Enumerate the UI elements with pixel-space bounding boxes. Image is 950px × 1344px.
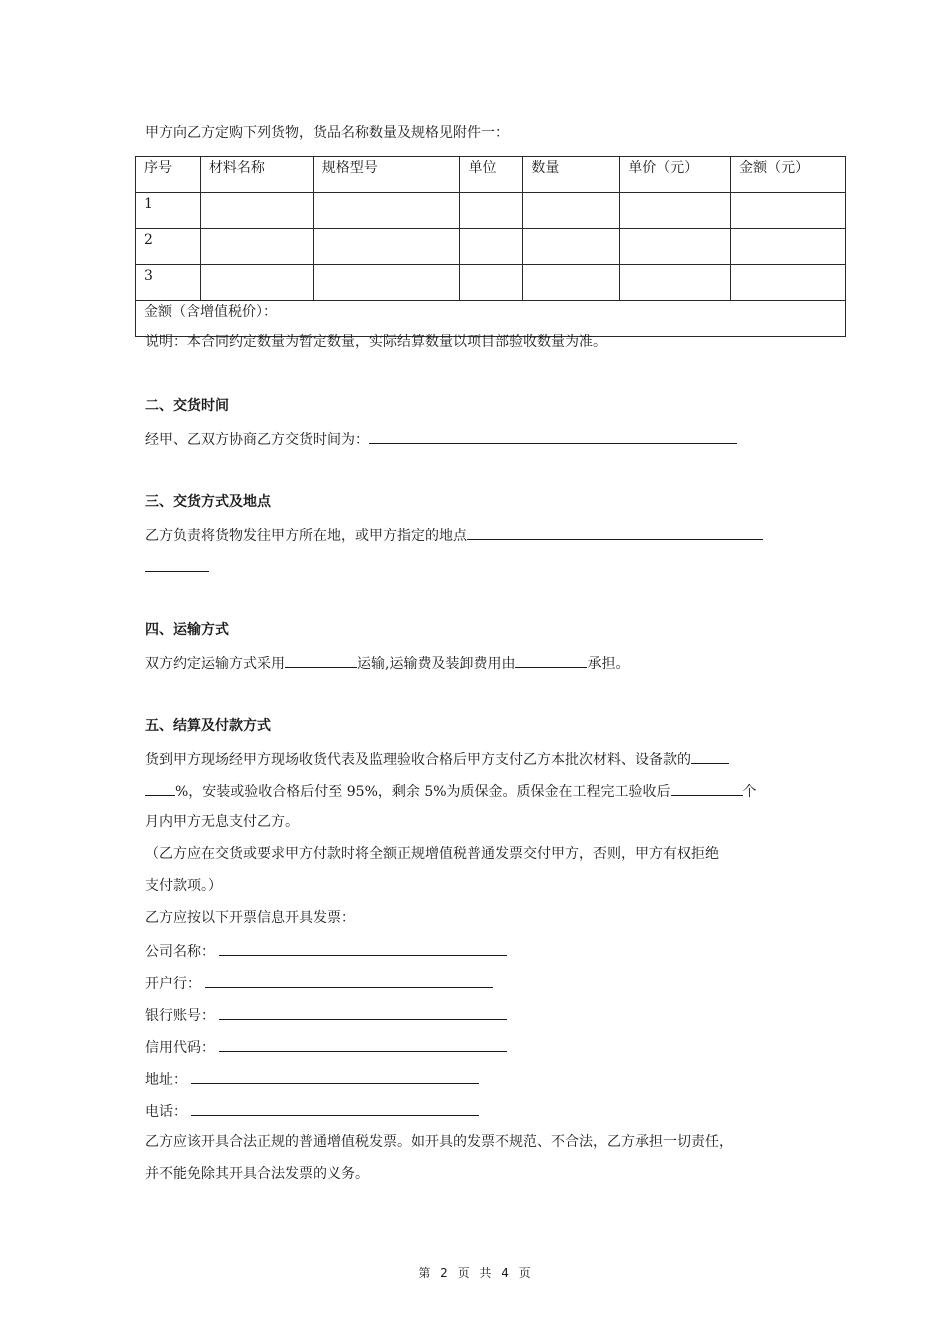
- field-address: [145, 1069, 479, 1089]
- header-cell: 规格型号: [313, 157, 460, 193]
- account-label: 银行账号：: [145, 1008, 215, 1024]
- delivery-place-label: 乙方负责将货物发往甲方所在地，或甲方指定的地点: [145, 528, 467, 544]
- transport-cost-bearer-blank[interactable]: [515, 653, 587, 668]
- total-amount-cell[interactable]: 金额（含增值税价）：: [136, 301, 846, 337]
- transport-text-a: 双方约定运输方式采用: [145, 656, 285, 672]
- delivery-time-blank[interactable]: [369, 429, 737, 444]
- unit-cell[interactable]: [460, 193, 523, 229]
- material-name-cell[interactable]: [200, 229, 313, 265]
- quantity-cell[interactable]: [523, 265, 620, 301]
- field-credit-code: [145, 1037, 507, 1057]
- section-2-heading: 二、交货时间: [145, 398, 229, 414]
- delivery-time-label: 经甲、乙双方协商乙方交货时间为：: [145, 432, 369, 448]
- field-account: [145, 1005, 507, 1025]
- payment-line-2: [145, 781, 757, 801]
- warranty-months-blank[interactable]: [671, 781, 743, 796]
- amount-cell[interactable]: [731, 265, 846, 301]
- account-blank[interactable]: [219, 1005, 507, 1020]
- payment-percent-blank[interactable]: [691, 749, 729, 764]
- table-header-row: [136, 157, 846, 193]
- amount-cell[interactable]: [731, 193, 846, 229]
- field-bank: [145, 973, 493, 993]
- transport-line: [145, 653, 629, 673]
- unit-price-cell[interactable]: [620, 193, 731, 229]
- company-name-blank[interactable]: [219, 941, 507, 956]
- closing-line-1: 乙方应该开具合法正规的普通增值税发票。如开具的发票不规范、不合法，乙方承担一切责任，: [145, 1134, 733, 1150]
- unit-price-cell[interactable]: [620, 265, 731, 301]
- payment-text-1: 货到甲方现场经甲方现场收货代表及监理验收合格后甲方支付乙方本批次材料、设备款的: [145, 752, 691, 768]
- table-row: [136, 193, 846, 229]
- material-name-cell[interactable]: [200, 265, 313, 301]
- unit-price-cell[interactable]: [620, 229, 731, 265]
- row-index: 1: [136, 193, 201, 229]
- payment-line-1: [145, 749, 729, 769]
- spec-cell[interactable]: [313, 193, 460, 229]
- header-cell: 序号: [136, 157, 201, 193]
- unit-cell[interactable]: [460, 229, 523, 265]
- intro-text: 甲方向乙方定购下列货物，货品名称数量及规格见附件一：: [145, 125, 509, 141]
- row-index: 2: [136, 229, 201, 265]
- table-total-row: [136, 301, 846, 337]
- delivery-place-blank-2[interactable]: [145, 557, 209, 572]
- address-blank[interactable]: [191, 1069, 479, 1084]
- payment-text-2: %，安装或验收合格后付至 95%，剩余 5%为质保金。质保金在工程完工验收后: [175, 784, 671, 800]
- material-name-cell[interactable]: [200, 193, 313, 229]
- table-row: [136, 265, 846, 301]
- header-cell: 单位: [460, 157, 523, 193]
- invoice-info-intro: 乙方应按以下开票信息开具发票：: [145, 910, 355, 926]
- payment-percent-blank-2[interactable]: [145, 781, 175, 796]
- field-company-name: [145, 941, 507, 961]
- field-phone: [145, 1101, 479, 1121]
- delivery-place-line-2: [145, 557, 209, 577]
- unit-cell[interactable]: [460, 265, 523, 301]
- spec-cell[interactable]: [313, 229, 460, 265]
- quantity-cell[interactable]: [523, 229, 620, 265]
- row-index: 3: [136, 265, 201, 301]
- delivery-place-blank[interactable]: [467, 525, 763, 540]
- section-4-heading: 四、运输方式: [145, 622, 229, 638]
- header-cell: 金额（元）: [731, 157, 846, 193]
- transport-method-blank[interactable]: [285, 653, 357, 668]
- invoice-requirement-line-2: 支付款项。）: [145, 878, 222, 894]
- table-row: [136, 229, 846, 265]
- payment-text-3: 个: [742, 784, 757, 800]
- credit-code-label: 信用代码：: [145, 1040, 215, 1056]
- phone-blank[interactable]: [191, 1101, 479, 1116]
- section-3-heading: 三、交货方式及地点: [145, 494, 271, 510]
- delivery-time-line: [145, 429, 737, 449]
- quantity-cell[interactable]: [523, 193, 620, 229]
- credit-code-blank[interactable]: [219, 1037, 507, 1052]
- spec-cell[interactable]: [313, 265, 460, 301]
- page-footer: 第 2 页 共 4 页: [418, 1266, 532, 1280]
- header-cell: 数量: [523, 157, 620, 193]
- phone-label: 电话：: [145, 1104, 187, 1120]
- invoice-requirement-line-1: （乙方应在交货或要求甲方付款时将全额正规增值税普通发票交付甲方，否则，甲方有权拒绝: [145, 846, 719, 862]
- bank-label: 开户行：: [145, 976, 201, 992]
- bank-blank[interactable]: [205, 973, 493, 988]
- closing-line-2: 并不能免除其开具合法发票的义务。: [145, 1166, 369, 1182]
- address-label: 地址：: [145, 1072, 187, 1088]
- delivery-place-line: [145, 525, 763, 545]
- transport-text-b: 运输,运输费及装卸费用由: [357, 656, 516, 672]
- payment-line-3: 月内甲方无息支付乙方。: [145, 814, 299, 830]
- transport-text-c: 承担。: [587, 656, 630, 672]
- header-cell: 材料名称: [200, 157, 313, 193]
- header-cell: 单价（元）: [620, 157, 731, 193]
- section-5-heading: 五、结算及付款方式: [145, 718, 271, 734]
- quantity-note: 说明：本合同约定数量为暂定数量，实际结算数量以项目部验收数量为准。: [145, 334, 607, 350]
- company-name-label: 公司名称：: [145, 944, 215, 960]
- amount-cell[interactable]: [731, 229, 846, 265]
- goods-table: [135, 156, 846, 337]
